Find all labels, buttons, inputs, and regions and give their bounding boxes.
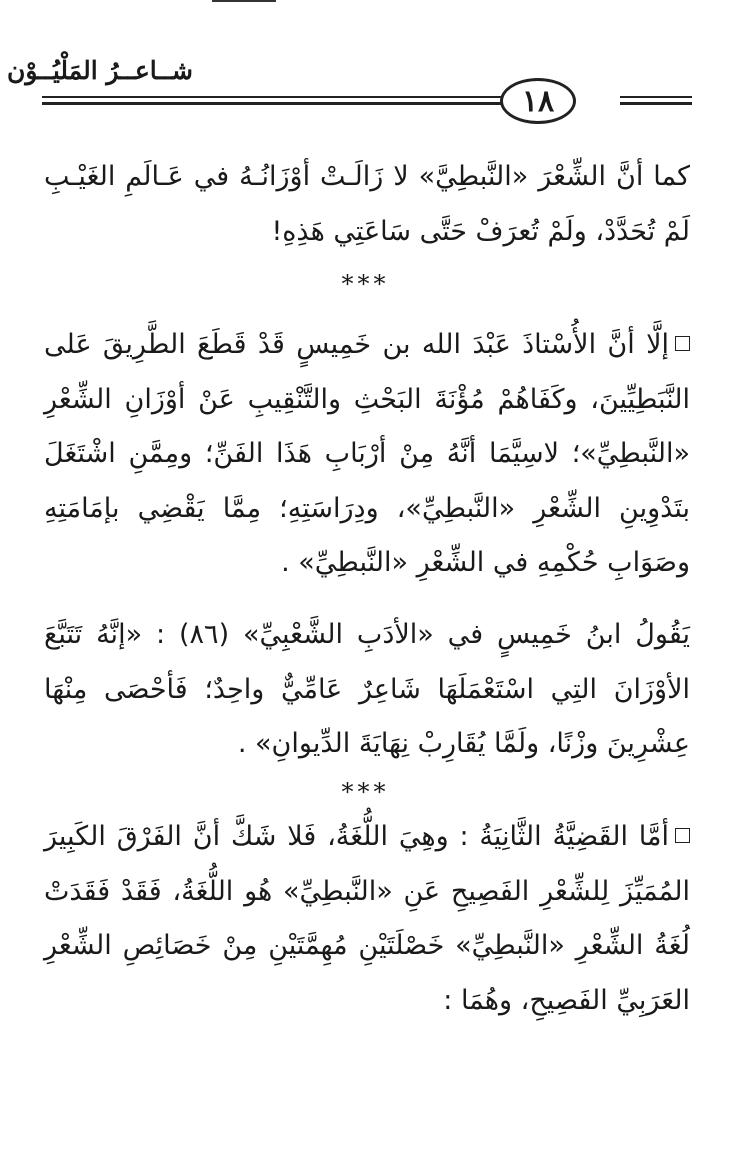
- running-header-title: شــاعــرُ المَلْيُــوْن: [6, 56, 193, 85]
- header-rule-line: [42, 96, 502, 98]
- square-bullet-icon: [675, 828, 690, 843]
- section-separator: ***: [341, 270, 390, 298]
- paragraph-block-4: [44, 810, 690, 1028]
- paragraph-text: إلَّا أنَّ الأُسْتاذَ عَبْدَ الله بن خَمِيسٍ قَدْ قَطَعَ الطَّرِيقَ عَلى النَّبَطِيِّينَ، وكَفَاهُمْ مُؤْنَةَ البَحْثِ والتَّنْقِيبِ عَنْ أوْزَانِ الشِّعْرِ «النَّبطِيِّ»؛ لاسِيَّمَا أنَّهُ مِنْ أرْبَابِ هَذَا الفَنِّ؛ ومِمَّنِ اشْتَغَلَ بتَدْوِينِ الشِّعْرِ «النَّبطِيِّ»، ودِرَاسَتِهِ؛ مِمَّا يَقْضِي بإمَامَتِهِ وصَوَابِ حُكْمِهِ في الشِّعْرِ «النَّبطِيِّ» .: [44, 329, 690, 579]
- header-rule-line: [620, 102, 692, 105]
- paragraph-block-2: [44, 318, 690, 591]
- paragraph: كما أنَّ الشِّعْرَ «النَّبطِيَّ» لا زَالَـتْ أوْزَانُـهُ في عَـالَمِ الغَيْـبِ لَمْ تُحَدَّدْ، ولَمْ تُعرَفْ حَتَّى سَاعَتِي هَذِهِ!: [44, 161, 690, 247]
- page-number-badge: [500, 78, 576, 124]
- square-bullet-icon: [675, 336, 690, 351]
- paragraph: [44, 810, 690, 1028]
- paragraph-block-3: [44, 608, 690, 772]
- header-rule-line: [42, 102, 502, 105]
- paragraph-text: أمَّا القَضِيَّةُ الثَّانِيَةُ : وهِيَ اللُّغَةُ، فَلا شَكَّ أنَّ الفَرْقَ الكَبِيرَ المُمَيِّزَ لِلشِّعْرِ الفَصِيحِ عَنِ «النَّبطِيِّ» هُو اللُّغَةُ، فَقَدْ فَقَدَتْ لُغَةُ الشِّعْرِ «النَّبطِيِّ» خَصْلَتَيْنِ مُهِمَّتَيْنِ مِنْ خَصَائِصِ الشِّعْرِ العَرَبِيِّ الفَصِيحِ، وهُمَا :: [44, 821, 690, 1016]
- header-rule-line: [620, 96, 692, 98]
- header-rule: [42, 95, 692, 107]
- top-edge-mark: [212, 0, 276, 8]
- paragraph: يَقُولُ ابنُ خَمِيسٍ في «الأدَبِ الشَّعْبِيِّ» (٨٦) : «إنَّهُ تَتَبَّعَ الأوْزَانَ التِي اسْتَعْمَلَهَا شَاعِرٌ عَامِّيٌّ واحِدٌ؛ فَأحْصَى مِنْهَا عِشْرِينَ وزْنًا، ولَمَّا يُقَارِبْ نِهَايَةَ الدِّيوانِ» .: [44, 619, 690, 760]
- page-number: ١٨: [521, 83, 555, 119]
- section-separator: ***: [341, 778, 390, 806]
- paragraph: [44, 318, 690, 591]
- paragraph-block-1: [44, 150, 690, 259]
